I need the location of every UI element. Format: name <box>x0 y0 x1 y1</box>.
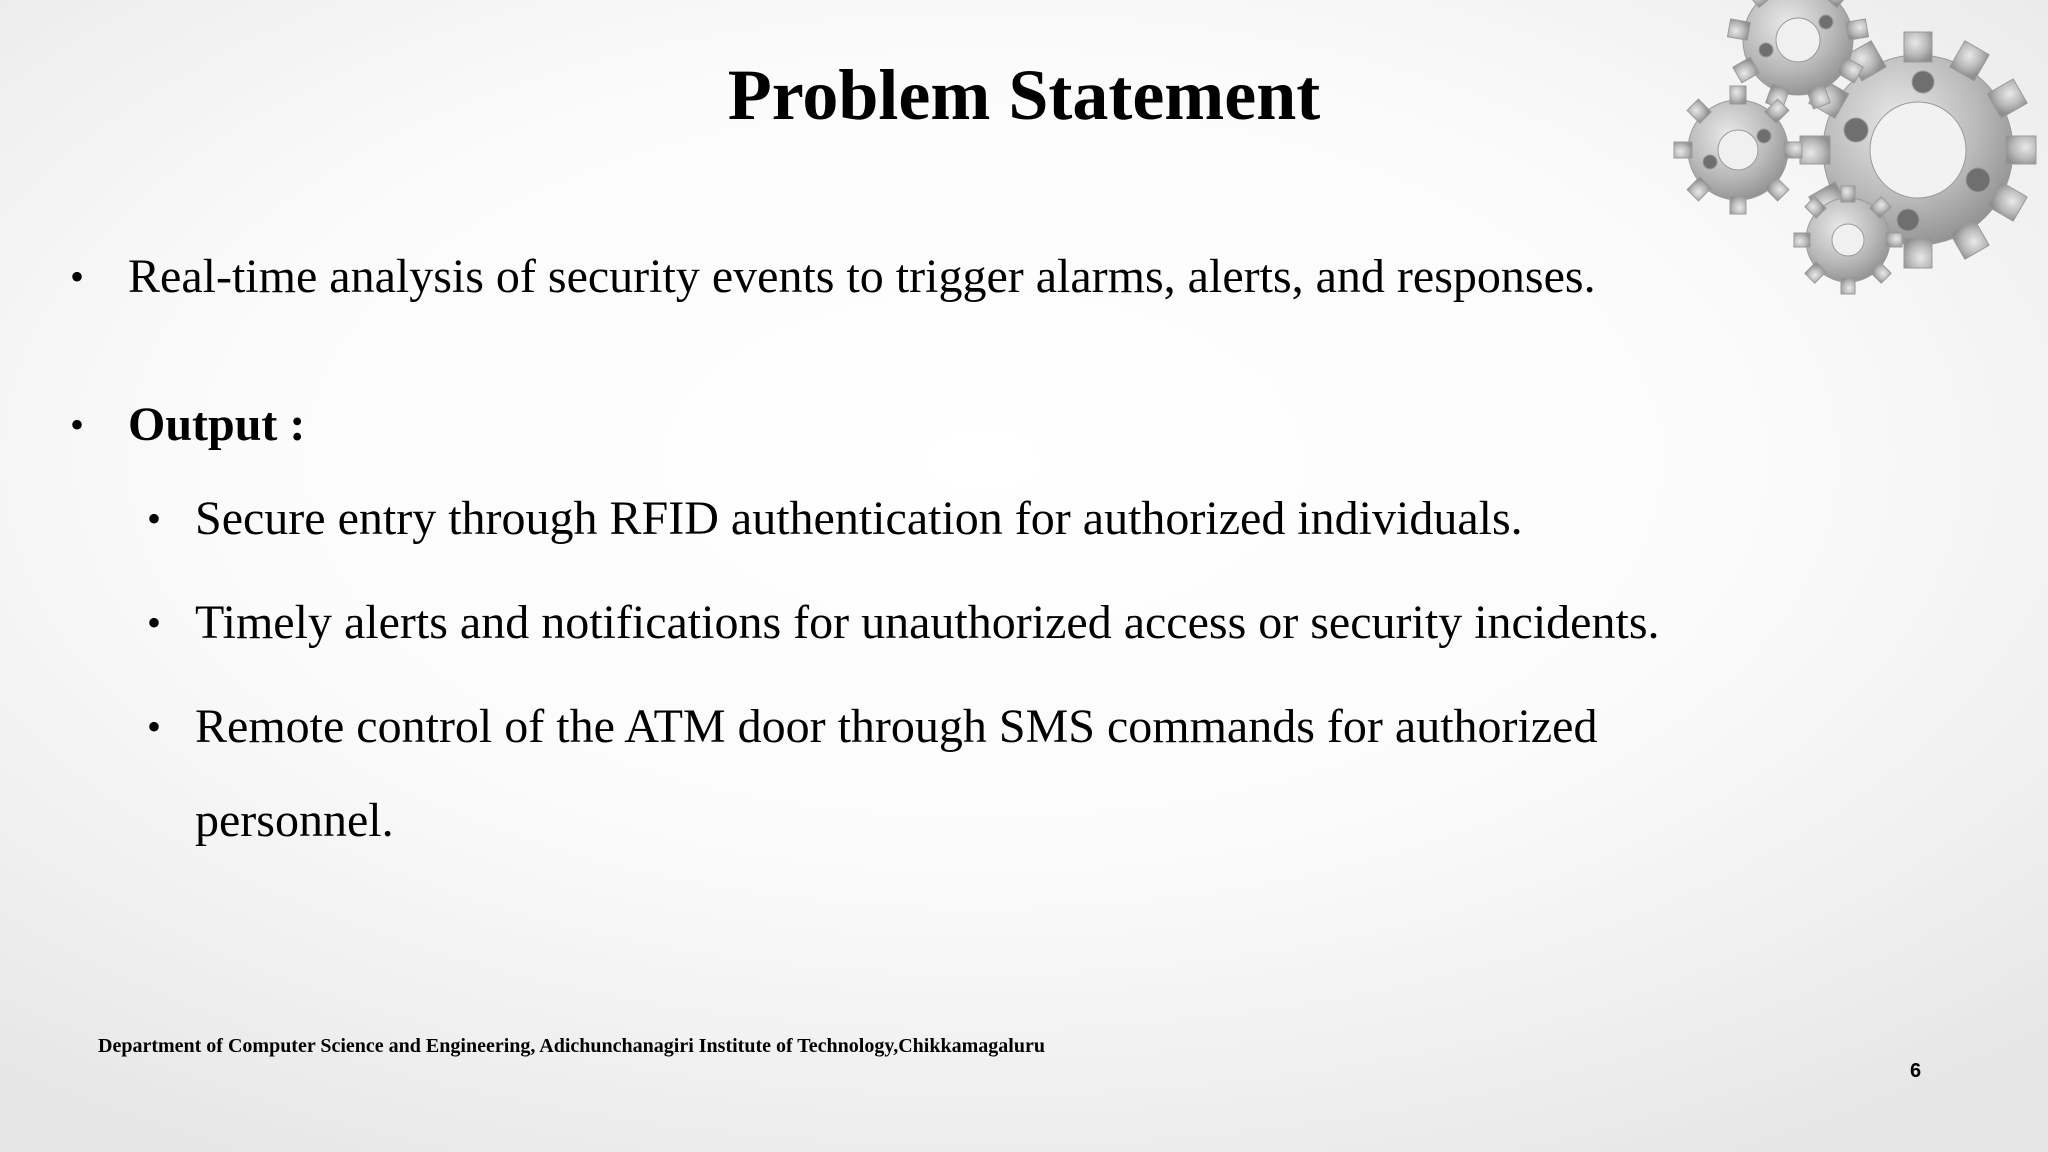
footer-department: Department of Computer Science and Engineering, Adichunchanagiri Institute of Technology,Chikkamagaluru <box>98 1035 1045 1057</box>
slide-title: Problem Statement <box>727 55 1321 135</box>
sub-bullet-text: Secure entry through RFID authentication for authorized individuals. <box>195 492 1523 545</box>
sub-bullet-text-continuation: personnel. <box>195 794 394 847</box>
bullet-glyph: • <box>70 402 85 447</box>
bullet-glyph: • <box>147 704 162 749</box>
bullet-text: Output : <box>128 398 306 451</box>
page-number: 6 <box>1910 1060 1922 1082</box>
bullet-glyph: • <box>147 496 162 541</box>
sub-bullet-text: Timely alerts and notifications for unauthorized access or security incidents. <box>195 596 1660 649</box>
bullet-glyph: • <box>147 600 162 645</box>
bullet-glyph: • <box>70 254 85 299</box>
sub-bullet-text: Remote control of the ATM door through SMS commands for authorized <box>195 700 1598 753</box>
gears-icon <box>1668 0 2048 300</box>
bullet-text: Real-time analysis of security events to trigger alarms, alerts, and responses. <box>128 250 1596 303</box>
